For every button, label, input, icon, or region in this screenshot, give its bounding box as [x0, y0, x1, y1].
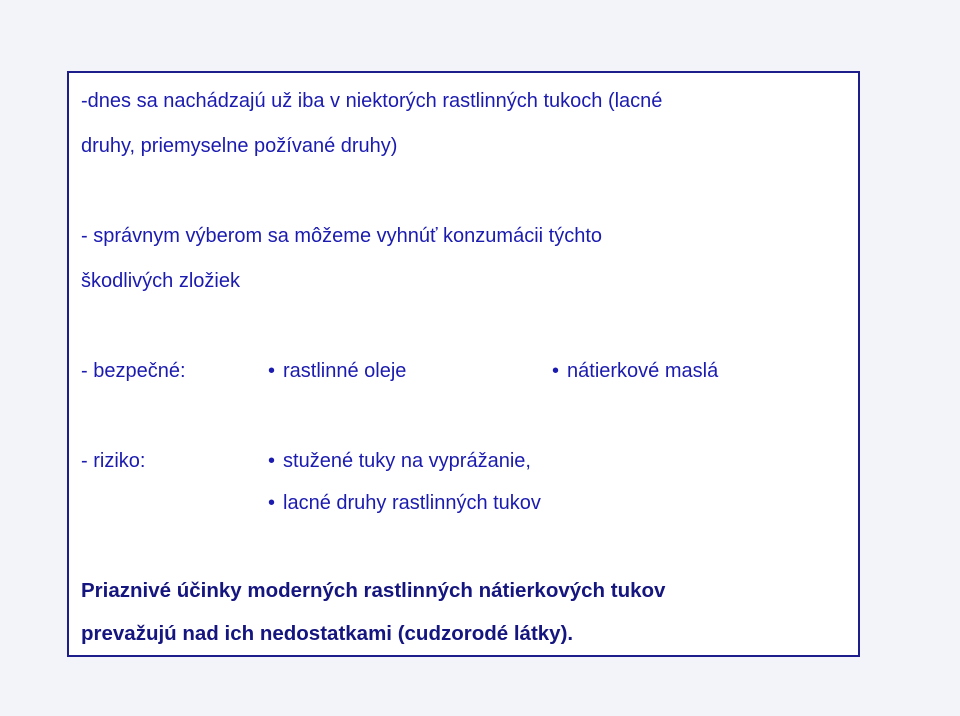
paragraph-current-occurrence-line-2: druhy, priemyselne požívané druhy)	[81, 135, 398, 157]
safe-item-spreadable-butters: • nátierkové maslá	[552, 359, 718, 383]
safe-label: - bezpečné:	[81, 360, 186, 382]
risk-label: - riziko:	[81, 450, 146, 472]
paragraph-selection-advice-line-1: - správnym výberom sa môžeme vyhnúť konzumácii týchto	[81, 225, 603, 247]
risk-item-cheap-vegetable-fats: • lacné druhy rastlinných tukov	[268, 491, 541, 515]
conclusion-line-2: prevažujú nad ich nedostatkami (cudzorodé látky).	[81, 622, 574, 645]
risk-item-hardened-frying-fats: • stužené tuky na vyprážanie,	[268, 449, 531, 473]
paragraph-selection-advice-line-2: škodlivých zložiek	[81, 270, 240, 292]
conclusion-line-1: Priaznivé účinky moderných rastlinných nátierkových tukov	[81, 579, 666, 602]
paragraph-current-occurrence-line-1: -dnes sa nachádzajú už iba v niektorých rastlinných tukoch (lacné	[81, 90, 663, 112]
safe-item-vegetable-oils: • rastlinné oleje	[268, 359, 406, 383]
slide-content-box	[67, 71, 860, 657]
